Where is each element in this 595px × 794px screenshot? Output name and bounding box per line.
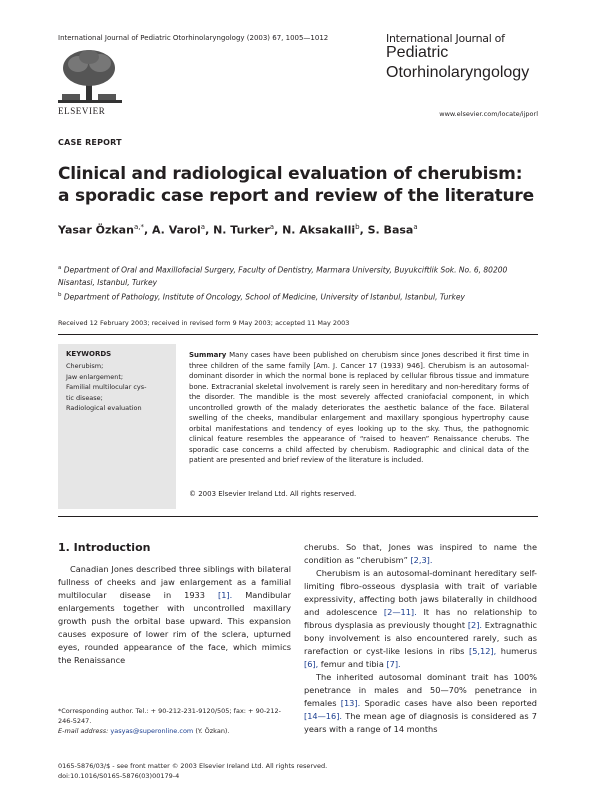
citation-link[interactable]: [13]. xyxy=(340,698,361,708)
keyword: Jaw enlargement; xyxy=(66,372,124,381)
author-name: N. Aksakalli xyxy=(282,223,356,237)
author-name: A. Varol xyxy=(151,223,201,237)
abstract xyxy=(189,350,529,466)
citation-link[interactable]: [14—16]. xyxy=(304,711,343,721)
body-column-right: cherubs. So that, Jones was inspired to name the condition as “cherubism” [2,3]. Cherubism is an autosomal-dominant hereditary self-limiting fibro-osseous dysplasia with trait of variable expressivity, affecting both jaws bilaterally in childhood and adolescence [2—11]. It has no relationship to fibrous dysplasia as previously thought [2]. Extragnathic bony involvement is also encountered rarely, such as rarefaction or cyst-like lesions in ribs [5,12], humerus [6], femur and tibia [7]. The inherited autosomal dominant trait has 100% penetrance in males and 50—70% penetrance in females [13]. Sporadic cases have also been reported [14—16]. The mean age of diagnosis is considered as 7 years with a range of 14 months xyxy=(304,542,537,734)
issn-line: 0165-5876/03/$ - see front matter © 2003 Elsevier Ireland Ltd. All rights reserved. xyxy=(58,762,328,770)
author-affil: a,* xyxy=(133,223,144,231)
elsevier-tree-logo xyxy=(58,46,122,104)
author-affil: b xyxy=(355,223,360,231)
affiliation-a: $^a$ Department of Oral and Maxillofacial Surgery, Faculty of Dentistry, Marmara University, Buyukciftlik Sok. No. 6, 80200 Nisantasi, Istanbul, Turkey xyxy=(58,265,508,287)
divider xyxy=(58,334,538,335)
author-affil: a xyxy=(200,223,206,231)
publisher-name: ELSEVIER xyxy=(58,106,106,116)
journal-url[interactable]: www.elsevier.com/locate/ijporl xyxy=(439,110,538,118)
divider xyxy=(58,516,538,517)
article-dates: Received 12 February 2003; received in revised form 9 May 2003; accepted 11 May 2003 xyxy=(58,319,350,327)
author-name: N. Turker xyxy=(213,223,270,237)
abstract-label: Summary xyxy=(189,351,227,359)
abstract-text: Many cases have been published on cherubism since Jones described it first time in three children of the same family [Am. J. Cancer 17 (1933) 946]. Cherubism is an autosomal-dominant disorder in which the normal bone is replaced by cellular fibrous tissue and immature bone. Extracranial skeletal involvement is rarely seen in hereditary and non-hereditary forms of the disorder. The mandible is the most severely affected craniofacial component, in which uncontrolled growth of the malady deteriorates the aesthetic balance of the face. Bilateral swelling of the cheeks, mandibular enlargement and maxillary spongious hypertrophy cause orbital manifestations and tendency of eyes looking up to the sky. Thus, the pathognomic clinical feature resembles the appearance of “raised to heaven” Renaissance cherubs. The sporadic case concerns a child affected by cherubism. Radiographic and clinical data of the patient are presented and brief review of the literature is included. xyxy=(189,351,529,464)
abstract-copyright: © 2003 Elsevier Ireland Ltd. All rights reserved. xyxy=(189,490,357,498)
article-title: Clinical and radiological evaluation of cherubism: a sporadic case report and review of the literature xyxy=(58,164,534,206)
keyword: Familial multilocular cys- xyxy=(66,383,147,391)
author-name: S. Basa xyxy=(367,223,414,237)
author-affil: a xyxy=(269,223,275,231)
doi-line: doi:10.1016/S0165-5876(03)00179-4 xyxy=(58,772,180,780)
masthead-title-1: Pediatric xyxy=(386,44,449,61)
citation-link[interactable]: [2,3]. xyxy=(410,555,433,565)
keyword: Radiological evaluation xyxy=(66,404,142,412)
body-column-left: Canadian Jones described three siblings with bilateral fullness of cheeks and jaw enlargement as a familial multilocular disease in 1933 [1]. Mandibular enlargements together with uncontrolled maxillary growth push the orbital base upward. This expansion causes exposure of lower rim of the sclera, upturned eyes, rounded appearance of the face, which mimics the Renaissance xyxy=(58,564,291,665)
keyword: tic disease; xyxy=(66,393,103,402)
journal-reference: International Journal of Pediatric Otorhinolaryngology (2003) 67, 1005—1012 xyxy=(58,34,329,42)
citation-link[interactable]: [2]. xyxy=(467,620,483,630)
citation-link[interactable]: [6], xyxy=(304,659,319,669)
affiliation-b: $^b$ Department of Pathology, Institute of Oncology, School of Medicine, University of Istanbul, Istanbul, Turkey xyxy=(58,291,465,301)
corresponding-author-note: *Corresponding author. Tel.: + 90-212-231-9120/505; fax: + 90-212-246-5247. E-mail address: yasyas@superonline.com (Y. Özkan). xyxy=(58,707,281,735)
citation-link[interactable]: [7]. xyxy=(386,659,401,669)
email-link[interactable]: yasyas@superonline.com xyxy=(110,727,194,735)
page-footer xyxy=(58,761,528,781)
author-affil: a xyxy=(413,223,418,231)
citation-link[interactable]: [2—11]. xyxy=(383,607,417,617)
citation-link[interactable]: [5,12], xyxy=(469,646,497,656)
masthead-small: International Journal of xyxy=(386,32,505,45)
citation-link[interactable]: [1]. xyxy=(218,590,233,600)
author-name: Yasar Özkan xyxy=(58,223,134,237)
keyword: Cherubism; xyxy=(66,362,104,370)
keywords-title: KEYWORDS xyxy=(66,350,112,358)
section-heading: 1. Introduction xyxy=(58,541,151,554)
affiliations xyxy=(58,262,538,303)
author-list: Yasar Özkan$^{a,*}$, A. Varol$^a$, N. Turker$^a$, N. Aksakalli$^b$, S. Basa$^a$ xyxy=(58,223,418,237)
masthead-title-2: Otorhinolaryngology xyxy=(386,64,530,81)
keywords-list xyxy=(66,361,170,414)
section-label: CASE REPORT xyxy=(58,138,122,147)
